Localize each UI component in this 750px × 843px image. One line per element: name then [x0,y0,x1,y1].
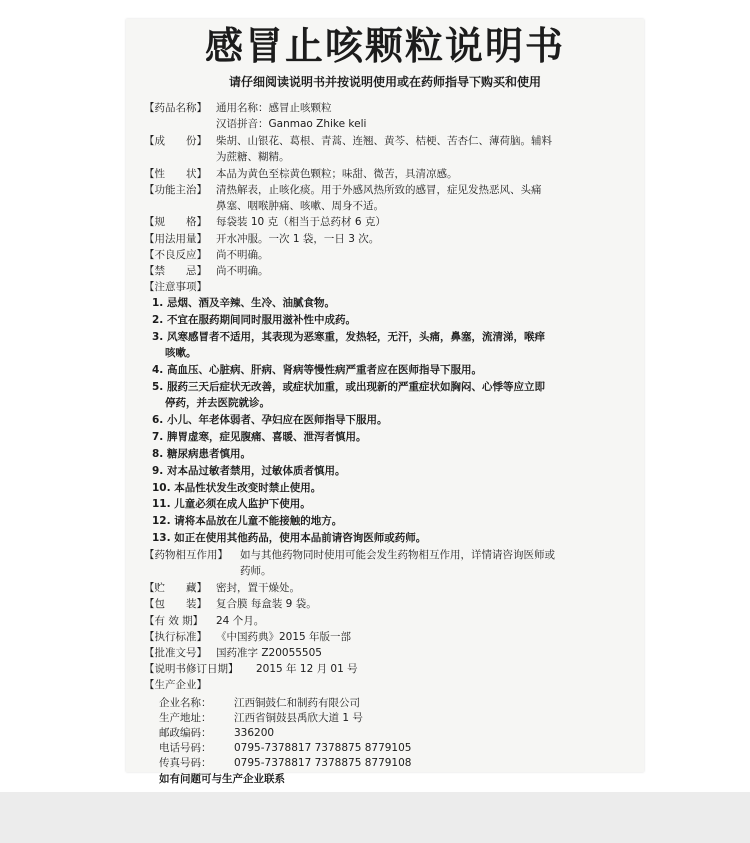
precaution-item: 13. 如正在使用其他药品，使用本品前请咨询医师或药师。 [152,532,427,544]
standard-text: 《中国药典》2015 年版一部 [216,631,352,643]
dosage-text: 开水冲服。一次 1 袋，一日 3 次。 [216,233,380,245]
storage-row [144,581,300,596]
company-row [159,741,411,756]
indications-text-cont: 鼻塞、咽喉肿痛、咳嗽、周身不适。 [216,200,384,212]
company-field-value: 0795-7378817 7378875 8779105 [234,742,412,754]
standard-row [144,630,351,645]
spec-row [144,215,386,230]
company-field-label: 邮政编码： [159,727,212,739]
package-row [144,597,317,612]
properties-text: 本品为黄色至棕黄色颗粒；味甜、微苦，具清凉感。 [216,168,458,180]
leaflet-document [126,19,644,785]
contact-note: 如有问题可与生产企业联系 [159,773,285,785]
storage-text: 密封，置干燥处。 [216,582,300,594]
precautions-header [144,280,207,295]
company-row [159,696,360,711]
validity-text: 24 个月。 [216,615,265,627]
manufacturer-header [144,678,207,693]
precaution-item: 10. 本品性状发生改变时禁止使用。 [152,482,322,494]
contraindications-label: 【禁 忌】 [144,265,207,277]
precaution-item: 7. 脾胃虚寒，症见腹痛、喜暖、泄泻者慎用。 [152,431,367,443]
precaution-item: 8. 糖尿病患者慎用。 [152,448,251,460]
company-field-label: 传真号码： [159,757,212,769]
ingredients-row [144,134,552,149]
precaution-item: 11. 儿童必须在成人监护下使用。 [152,498,311,510]
precaution-item: 1. 忌烟、酒及辛辣、生冷、油腻食物。 [152,297,335,309]
document-title: 感冒止咳颗粒说明书 [204,24,565,68]
interaction-text: 如与其他药物同时使用可能会发生药物相互作用，详情请咨询医师或 [240,549,555,561]
package-text: 复合膜 每盒装 9 袋。 [216,598,317,610]
ingredients-label: 【成 份】 [144,135,207,147]
precaution-item-cont: 咳嗽。 [165,347,197,359]
company-field-label: 电话号码： [159,742,212,754]
interaction-label: 【药物相互作用】 [144,549,228,561]
ingredients-text-cont: 为蔗糖、糊精。 [216,151,290,163]
company-field-value: 江西铜鼓仁和制药有限公司 [234,697,360,709]
precaution-item: 5. 服药三天后症状无改善，或症状加重，或出现新的严重症状如胸闷、心悸等应立即 [152,381,545,393]
pinyin-name: 汉语拼音：Ganmao Zhike keli [216,118,367,130]
document-subtitle: 请仔细阅读说明书并按说明使用或在药师指导下购买和使用 [228,75,541,89]
dosage-row [144,232,379,247]
company-row [159,711,363,726]
package-label: 【包 装】 [144,598,207,610]
company-field-label: 企业名称： [159,697,212,709]
adverse-row [144,248,269,263]
precaution-item: 4. 高血压、心脏病、肝病、肾病等慢性病严重者应在医师指导下服用。 [152,364,482,376]
approval-text: 国药准字 Z20055505 [216,647,322,659]
company-row [159,726,274,741]
generic-name: 通用名称：感冒止咳颗粒 [216,102,332,114]
drug-name-row [144,101,332,116]
validity-label: 【有 效 期】 [144,615,204,627]
precaution-item: 6. 小儿、年老体弱者、孕妇应在医师指导下服用。 [152,414,388,426]
precautions-label: 【注意事项】 [144,281,207,293]
spec-label: 【规 格】 [144,216,207,228]
precaution-item: 2. 不宜在服药期间同时服用滋补性中成药。 [152,314,356,326]
indications-label: 【功能主治】 [144,184,207,196]
interaction-text-cont: 药师。 [240,565,272,577]
dosage-label: 【用法用量】 [144,233,207,245]
drug-name-label: 【药品名称】 [144,102,207,114]
validity-row [144,614,264,629]
contraindications-text: 尚不明确。 [216,265,269,277]
company-row [159,756,411,771]
interaction-row [144,548,555,563]
company-field-value: 0795-7378817 7378875 8779108 [234,757,412,769]
adverse-text: 尚不明确。 [216,249,269,261]
approval-row [144,646,322,661]
precaution-item: 3. 风寒感冒者不适用，其表现为恶寒重，发热轻，无汗，头痛，鼻塞，流清涕，喉痒 [152,331,545,343]
revision-text: 2015 年 12 月 01 号 [256,663,358,675]
precaution-item: 9. 对本品过敏者禁用，过敏体质者慎用。 [152,465,346,477]
storage-label: 【贮 藏】 [144,582,207,594]
company-field-label: 生产地址： [159,712,212,724]
standard-label: 【执行标准】 [144,631,207,643]
company-field-value: 江西省铜鼓县禹欣大道 1 号 [234,712,363,724]
spec-text: 每袋装 10 克（相当于总药材 6 克） [216,216,386,228]
manufacturer-label: 【生产企业】 [144,679,207,691]
adverse-label: 【不良反应】 [144,249,207,261]
approval-label: 【批准文号】 [144,647,207,659]
properties-row [144,167,458,182]
precaution-item-cont: 停药，并去医院就诊。 [165,397,270,409]
company-field-value: 336200 [234,727,275,739]
properties-label: 【性 状】 [144,168,207,180]
indications-row [144,183,542,198]
indications-text: 清热解表，止咳化痰。用于外感风热所致的感冒，症见发热恶风、头痛 [216,184,542,196]
contraindications-row [144,264,269,279]
revision-row [144,662,358,677]
ingredients-text: 柴胡、山银花、葛根、青蒿、连翘、黄芩、桔梗、苦杏仁、薄荷脑。辅料 [216,135,552,147]
revision-label: 【说明书修订日期】 [144,663,239,675]
precaution-item: 12. 请将本品放在儿童不能接触的地方。 [152,515,343,527]
bottom-background-band [0,792,750,843]
